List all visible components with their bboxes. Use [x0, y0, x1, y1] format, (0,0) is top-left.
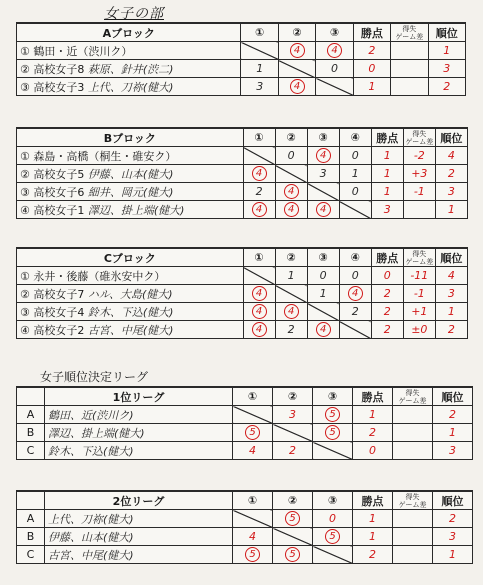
diff-cell: +3 [403, 165, 435, 183]
score-cell: 4 [316, 202, 331, 217]
col-3-header: ③ [313, 387, 353, 406]
diagonal-cell [307, 303, 339, 321]
diff-header: 得失 ゲーム差 [403, 128, 435, 147]
diagonal-cell [275, 285, 307, 303]
score-cell: 3 [273, 406, 313, 424]
points-header: 勝点 [353, 491, 393, 510]
rank-header: 順位 [435, 128, 467, 147]
points-cell: 1 [353, 406, 393, 424]
rank-header: 順位 [428, 23, 465, 42]
score-cell: 4 [233, 528, 273, 546]
table-row [17, 528, 473, 546]
team-label: ② 高校女子5 伊藤、山本(健大) [17, 165, 244, 183]
table-row [17, 510, 473, 528]
diagonal-cell [243, 147, 275, 165]
points-cell: 1 [353, 528, 393, 546]
points-cell: 2 [353, 546, 393, 564]
score-cell: 4 [327, 43, 342, 58]
score-cell: 3 [241, 78, 278, 96]
rank-cell: 1 [428, 42, 465, 60]
score-cell: 1 [307, 285, 339, 303]
table-row [17, 42, 466, 60]
diagonal-cell [233, 510, 273, 528]
score-cell: 5 [325, 407, 340, 422]
points-header: 勝点 [353, 387, 393, 406]
score-cell: 4 [252, 286, 267, 301]
diff-cell: ±0 [403, 321, 435, 339]
score-cell: 0 [307, 267, 339, 285]
diff-header: 得失 ゲーム差 [391, 23, 428, 42]
score-cell: 0 [339, 267, 371, 285]
rank-cell: 3 [435, 285, 467, 303]
diff-cell [393, 406, 433, 424]
team-label: ③ 高校女子4 鈴木、下込(健大) [17, 303, 244, 321]
rank-cell: 4 [435, 147, 467, 165]
score-cell: 4 [290, 43, 305, 58]
points-cell: 1 [353, 510, 393, 528]
diagonal-cell [243, 267, 275, 285]
score-cell: 1 [241, 60, 278, 78]
score-cell: 4 [284, 304, 299, 319]
col-2-header: ② [273, 387, 313, 406]
score-cell: 1 [339, 165, 371, 183]
team-label: ① 森島・高橋（桐生・碓安ク） [17, 147, 244, 165]
table-row [17, 201, 468, 219]
diff-cell [391, 78, 428, 96]
row-letter: B [17, 424, 45, 442]
diff-cell [393, 424, 433, 442]
league-1-title: 1位リーグ [45, 387, 233, 406]
league-2-table [16, 490, 473, 564]
diff-cell: -11 [403, 267, 435, 285]
score-cell: 1 [275, 267, 307, 285]
points-cell: 0 [353, 442, 393, 460]
diff-header: 得失 ゲーム差 [403, 248, 435, 267]
col-3-header: ③ [316, 23, 353, 42]
col-1-header: ① [243, 128, 275, 147]
team-label: 澤辺、掛上端(健大) [45, 424, 233, 442]
score-cell: 5 [245, 547, 260, 562]
col-4-header: ④ [339, 128, 371, 147]
team-label: 鶴田、近(渋川ク) [45, 406, 233, 424]
diff-cell: -2 [403, 147, 435, 165]
diagonal-cell [278, 60, 315, 78]
score-cell: 5 [285, 511, 300, 526]
points-cell: 1 [353, 78, 390, 96]
score-cell: 5 [325, 529, 340, 544]
diff-cell [403, 201, 435, 219]
diff-cell: -1 [403, 285, 435, 303]
score-cell: 0 [313, 510, 353, 528]
score-cell: 0 [339, 147, 371, 165]
table-row [17, 147, 468, 165]
diff-header: 得失 ゲーム差 [393, 491, 433, 510]
points-cell: 2 [371, 285, 403, 303]
col-1-header: ① [241, 23, 278, 42]
team-label: 鈴木、下込(健大) [45, 442, 233, 460]
table-row [17, 78, 466, 96]
table-row [17, 321, 468, 339]
score-cell: 2 [339, 303, 371, 321]
diagonal-cell [313, 546, 353, 564]
points-cell: 0 [353, 60, 390, 78]
team-label: ① 永井・後藤（碓氷安中ク） [17, 267, 244, 285]
col-3-header: ③ [307, 128, 339, 147]
diff-cell: +1 [403, 303, 435, 321]
score-cell: 4 [233, 442, 273, 460]
points-cell: 1 [371, 165, 403, 183]
table-row [17, 165, 468, 183]
rank-cell: 2 [428, 78, 465, 96]
diff-header: 得失 ゲーム差 [393, 387, 433, 406]
diagonal-cell [273, 424, 313, 442]
points-header: 勝点 [371, 128, 403, 147]
block-c-table [16, 247, 468, 339]
row-letter: B [17, 528, 45, 546]
rank-header: 順位 [433, 387, 473, 406]
table-row [17, 60, 466, 78]
score-cell: 0 [316, 60, 353, 78]
col-2-header: ② [275, 248, 307, 267]
diagonal-cell [316, 78, 353, 96]
col-1-header: ① [233, 387, 273, 406]
points-cell: 2 [371, 321, 403, 339]
diff-cell [393, 442, 433, 460]
col-3-header: ③ [313, 491, 353, 510]
col-4-header: ④ [339, 248, 371, 267]
col-2-header: ② [275, 128, 307, 147]
score-cell: 4 [348, 286, 363, 301]
diff-cell [391, 60, 428, 78]
score-cell: 5 [245, 425, 260, 440]
points-cell: 1 [371, 147, 403, 165]
rank-cell: 2 [433, 510, 473, 528]
table-row [17, 285, 468, 303]
diagonal-cell [275, 165, 307, 183]
row-letter: A [17, 406, 45, 424]
points-header: 勝点 [371, 248, 403, 267]
team-label: 伊藤、山本(健大) [45, 528, 233, 546]
table-row [17, 546, 473, 564]
league-1-table [16, 386, 473, 460]
team-label: 古宮、中尾(健大) [45, 546, 233, 564]
diagonal-cell [313, 442, 353, 460]
table-row [17, 442, 473, 460]
team-label: ① 鶴田・近（渋川ク） [17, 42, 241, 60]
score-cell: 4 [252, 304, 267, 319]
points-cell: 3 [371, 201, 403, 219]
rank-cell: 3 [435, 183, 467, 201]
score-cell: 5 [325, 425, 340, 440]
col-2-header: ② [273, 491, 313, 510]
rank-cell: 2 [433, 406, 473, 424]
rank-cell: 3 [428, 60, 465, 78]
score-cell: 0 [339, 183, 371, 201]
col-1-header: ① [233, 491, 273, 510]
team-label: ② 高校女子7 ハル、大島(健大) [17, 285, 244, 303]
block-a-table [16, 22, 466, 96]
diagonal-cell [233, 406, 273, 424]
table-row [17, 424, 473, 442]
rank-cell: 1 [435, 303, 467, 321]
score-cell: 5 [285, 547, 300, 562]
score-cell: 2 [273, 442, 313, 460]
rank-cell: 1 [433, 424, 473, 442]
table-row [17, 406, 473, 424]
score-cell: 0 [275, 147, 307, 165]
team-label: ③ 高校女子6 細井、岡元(健大) [17, 183, 244, 201]
row-letter: C [17, 442, 45, 460]
rank-cell: 4 [435, 267, 467, 285]
rank-header: 順位 [433, 491, 473, 510]
diagonal-cell [339, 201, 371, 219]
team-label: ② 高校女子8 萩原、針井(渋二) [17, 60, 241, 78]
points-cell: 2 [353, 424, 393, 442]
points-cell: 2 [371, 303, 403, 321]
diff-cell: -1 [403, 183, 435, 201]
diff-cell [391, 42, 428, 60]
score-cell: 4 [290, 79, 305, 94]
team-label: ④ 高校女子1 澤辺、掛上端(健大) [17, 201, 244, 219]
points-cell: 1 [371, 183, 403, 201]
rank-cell: 3 [433, 528, 473, 546]
sub-title: 女子順位決定リーグ [40, 370, 149, 384]
row-letter: C [17, 546, 45, 564]
diff-cell [393, 546, 433, 564]
col-2-header: ② [278, 23, 315, 42]
page-title: 女子の部 [104, 6, 164, 22]
block-b-title: Bブロック [17, 128, 244, 147]
rank-cell: 2 [435, 165, 467, 183]
rank-cell: 1 [435, 201, 467, 219]
score-cell: 4 [252, 166, 267, 181]
diagonal-cell [339, 321, 371, 339]
points-cell: 0 [371, 267, 403, 285]
score-cell: 4 [284, 184, 299, 199]
league-2-title: 2位リーグ [45, 491, 233, 510]
diff-cell [393, 510, 433, 528]
score-cell: 4 [284, 202, 299, 217]
diff-cell [393, 528, 433, 546]
team-label: ④ 高校女子2 古宮、中尾(健大) [17, 321, 244, 339]
diagonal-cell [307, 183, 339, 201]
col-1-header: ① [243, 248, 275, 267]
block-a-title: Aブロック [17, 23, 241, 42]
score-cell: 4 [252, 202, 267, 217]
rank-header: 順位 [435, 248, 467, 267]
block-c-title: Cブロック [17, 248, 244, 267]
col-3-header: ③ [307, 248, 339, 267]
rank-cell: 1 [433, 546, 473, 564]
diagonal-cell [273, 528, 313, 546]
points-header: 勝点 [353, 23, 390, 42]
rank-cell: 3 [433, 442, 473, 460]
score-cell: 4 [316, 148, 331, 163]
score-cell: 4 [316, 322, 331, 337]
score-cell: 4 [252, 322, 267, 337]
score-cell: 3 [307, 165, 339, 183]
table-row [17, 183, 468, 201]
table-row [17, 267, 468, 285]
team-label: ③ 高校女子3 上代、刀祢(健大) [17, 78, 241, 96]
row-letter: A [17, 510, 45, 528]
team-label: 上代、刀祢(健大) [45, 510, 233, 528]
block-b-table [16, 127, 468, 219]
score-cell: 2 [243, 183, 275, 201]
table-row [17, 303, 468, 321]
rank-cell: 2 [435, 321, 467, 339]
score-cell: 2 [275, 321, 307, 339]
diagonal-cell [241, 42, 278, 60]
points-cell: 2 [353, 42, 390, 60]
